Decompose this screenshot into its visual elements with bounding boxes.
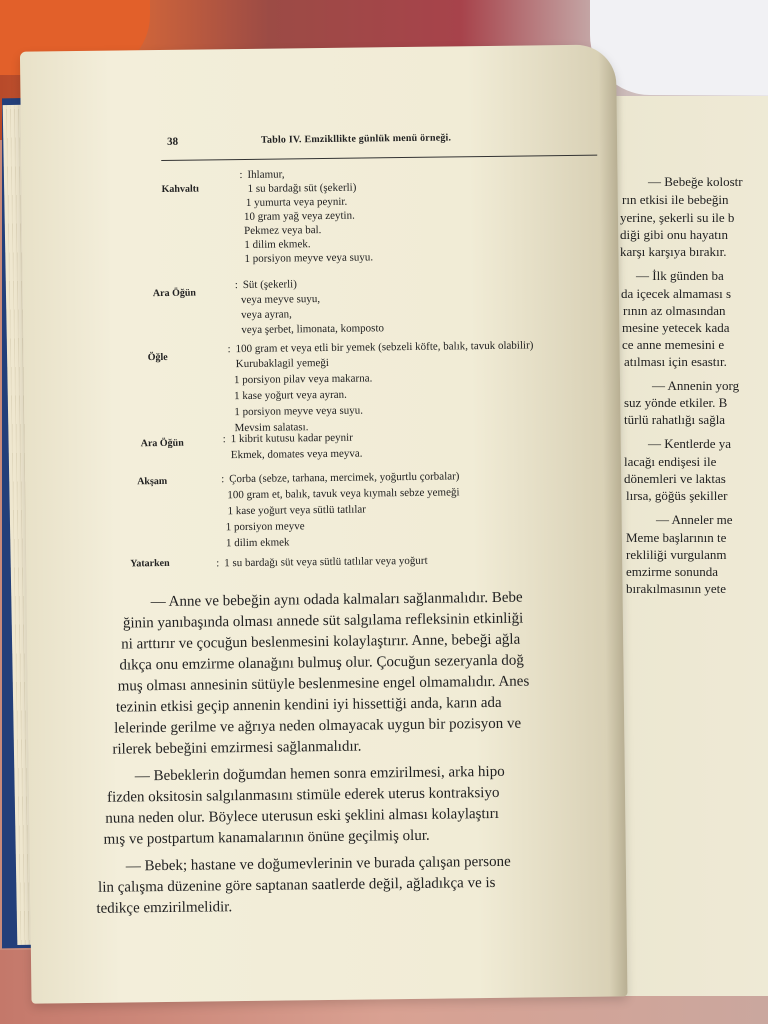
menu-item: 1 porsiyon pilav veya makarna. — [233, 372, 373, 387]
paragraph-line: dıkça onu emzirme olanağını bulmuş olur. Çocuğun sezeryanla doğ — [119, 652, 524, 674]
meal-label-breakfast: Kahvaltı — [161, 183, 199, 195]
menu-item: 1 su bardağı süt (şekerli) — [247, 181, 357, 195]
right-page-line: mesine yetecek kada — [622, 320, 730, 335]
menu-item: veya ayran, — [241, 308, 292, 322]
right-page-line: — Annenin yorg — [652, 378, 740, 393]
paragraph-line: nuna neden olur. Böylece uterusun eski şeklini alması kolaylaştırı — [105, 805, 500, 827]
menu-item: 100 gram et, balık, tavuk veya kıymalı sebze yemeği — [227, 486, 460, 502]
paragraph-line: — Bebeklerin doğumdan hemen sonra emzirilmesi, arka hipo — [134, 763, 505, 785]
menu-item: Ekmek, domates veya meyva. — [230, 447, 363, 462]
right-page-line: — İlk günden ba — [636, 268, 724, 283]
right-page-line: Meme başlarının te — [626, 530, 727, 545]
right-page-line: karşı karşıya bırakır. — [620, 244, 727, 259]
paragraph-line: rilerek bebeğini emzirmesi sağlanmalıdır. — [112, 738, 362, 758]
menu-item: 1 dilim ekmek — [225, 536, 290, 550]
paragraph-line: tezinin etkisi geçip annenin kendini iyi hissettiği anda, karın ada — [115, 694, 502, 716]
paragraph-line: fizden oksitosin salgılanmasını stimüle ederek uterus kontraksiyo — [106, 784, 500, 806]
right-page-line: diği gibi onu hayatın — [620, 227, 728, 242]
paragraph-line: lin çalışma düzenine göre saptanan saatlerde değil, ağladıkça ve is — [98, 874, 496, 896]
right-page-line: suz yönde etkiler. B — [624, 395, 728, 410]
right-page-line: lacağı endişesi ile — [624, 454, 717, 469]
meal-label-snack-2: Ara Öğün — [140, 437, 184, 450]
menu-item: 1 porsiyon meyve — [225, 520, 305, 534]
right-page-line: dönemleri ve laktas — [624, 471, 726, 486]
menu-item: Çorba (sebze, tarhana, mercimek, yoğurtlu çorbalar) — [229, 470, 460, 486]
page-number: 38 — [166, 135, 179, 148]
menu-item: Pekmez veya bal. — [244, 224, 322, 237]
right-page-line: rının az olmasından — [623, 303, 726, 318]
right-page-line: yerine, şekerli su ile b — [620, 210, 735, 225]
paragraph-line: mış ve postpartum kanamalarının önüne geçilmiş olur. — [103, 827, 430, 848]
right-page-line: da içecek almaması s — [621, 286, 732, 301]
meal-label-bedtime: Yatarken — [130, 557, 170, 570]
menu-item: 1 su bardağı süt veya sütlü tatlılar veya yoğurt — [224, 554, 428, 570]
meal-label-dinner: Akşam — [137, 475, 168, 488]
menu-item: 1 dilim ekmek. — [244, 238, 311, 251]
right-page-line: türlü rahatlığı sağla — [624, 412, 726, 427]
menu-item: 1 yumurta veya peynir. — [245, 195, 348, 209]
menu-item: 1 kibrit kutusu kadar peynir — [230, 431, 353, 446]
right-page-line: emzirme sonunda — [626, 564, 719, 579]
paragraph-line: — Bebek; hastane ve doğumevlerinin ve burada çalışan persone — [125, 853, 511, 875]
right-page-line: — Kentlerde ya — [648, 436, 732, 451]
menu-item: Kurubaklagil yemeği — [235, 356, 329, 371]
menu-item: 100 gram et veya etli bir yemek (sebzeli köfte, balık, tavuk olabilir) — [235, 339, 534, 356]
colon-marker: : — [222, 433, 226, 446]
meal-label-snack: Ara Öğün — [152, 287, 197, 300]
menu-item: Ihlamur, — [247, 168, 285, 181]
right-page-line: rekliliği vurgulanm — [626, 547, 727, 562]
right-page-line: — Anneler me — [656, 512, 733, 527]
menu-item: 1 kase yoğurt veya ayran. — [234, 388, 347, 403]
paragraph-line: muş olması annesinin sütüyle beslenmesine engel olmamalıdır. Anes — [117, 673, 530, 695]
right-page-line: bırakılmasının yete — [626, 581, 727, 596]
right-page-line: ce anne memesini e — [622, 337, 725, 352]
paragraph-line: — Anne ve bebeğin aynı odada kalmaları sağlanmalıdır. Bebe — [150, 589, 523, 611]
paragraph-line: tedikçe emzirilmelidir. — [96, 899, 233, 917]
paragraph-line: lelerinde gerilme ve ağrıya neden olmayacak uygun bir pozisyon ve — [114, 715, 522, 737]
left-page — [20, 44, 628, 1003]
menu-item: Süt (şekerli) — [242, 278, 297, 291]
right-page-line: lırsa, göğüs şekiller — [626, 488, 728, 503]
table-title: Tablo IV. Emzikllikte günlük menü örneği. — [260, 132, 452, 146]
paragraph-line: ğinin yanıbaşında olması annede süt salgılama refleksinin etkinliği — [122, 610, 524, 632]
menu-item: veya şerbet, limonata, komposto — [241, 322, 385, 337]
menu-item: 1 kase yoğurt veya sütlü tatlılar — [227, 503, 366, 518]
right-page-line: atılması için esastır. — [624, 354, 727, 369]
colon-marker: : — [221, 473, 225, 486]
colon-marker: : — [234, 279, 238, 292]
white-cloth — [590, 0, 768, 95]
colon-marker: : — [216, 557, 220, 570]
menu-item: Mevsim salatası. — [234, 421, 309, 435]
colon-marker: : — [227, 343, 231, 356]
right-page — [604, 96, 768, 996]
menu-item: 10 gram yağ veya zeytin. — [243, 209, 355, 223]
menu-item: 1 porsiyon meyve veya suyu. — [244, 251, 374, 265]
meal-label-lunch: Öğle — [147, 351, 168, 364]
menu-item: 1 porsiyon meyve veya suyu. — [234, 404, 364, 419]
menu-item: veya meyve suyu, — [240, 293, 321, 307]
header-rule — [161, 155, 597, 161]
paragraph-line: ni arttırır ve çocuğun beslenmesini kolaylaştırır. Anne, bebeği ağla — [121, 631, 521, 653]
colon-marker: : — [239, 168, 243, 182]
right-page-line: — Bebeğe kolostr — [648, 174, 743, 189]
right-page-line: rın etkisi ile bebeğin — [622, 192, 729, 207]
